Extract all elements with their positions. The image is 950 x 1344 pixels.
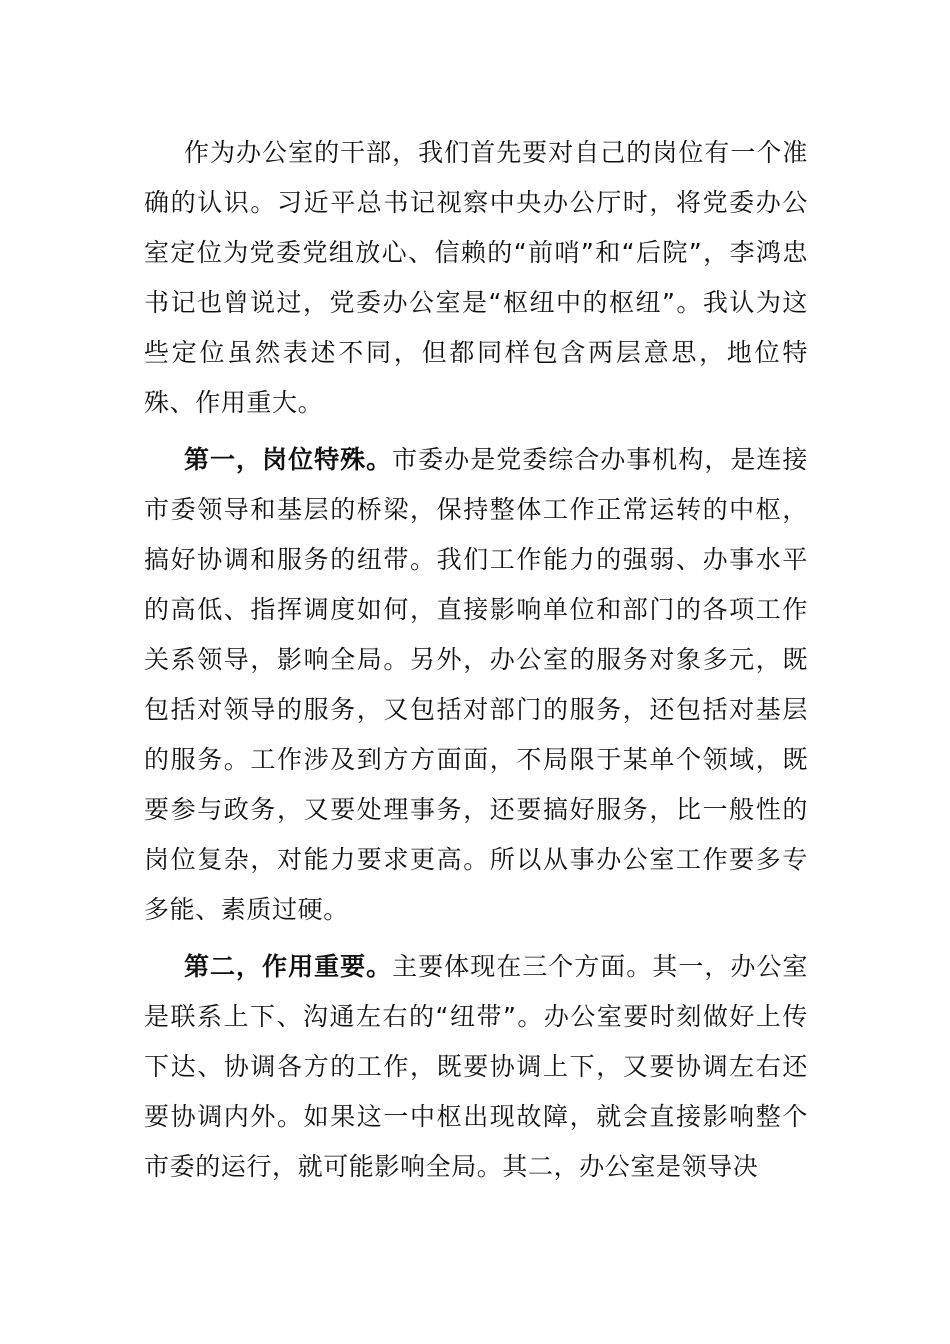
paragraph-second-point-text: 主要体现在三个方面。其一，办公室是联系上下、沟通左右的“纽带”。办公室要时刻做好上传下达、协调各方的工作，既要协调上下，又要协调左右还要协调内外。如果这一中枢出现故障，就会直接影响整个市委的运行，就可能影响全局。其二，办公室是领导决 [144,952,808,1181]
paragraph-first-point-heading: 第一，岗位特殊。 [184,445,393,474]
paragraph-first-point [144,435,808,935]
paragraph-second-point-heading: 第二，作用重要。 [184,952,393,981]
paragraph-intro [144,128,808,428]
paragraph-intro-text: 作为办公室的干部，我们首先要对自己的岗位有一个准确的认识。习近平总书记视察中央办公厅时，将党委办公室定位为党委党组放心、信赖的“前哨”和“后院”，李鸿忠书记也曾说过，党委办公室是“枢纽中的枢纽”。我认为这些定位虽然表述不同，但都同样包含两层意思，地位特殊、作用重大。 [144,138,808,417]
paragraph-second-point [144,942,808,1192]
paragraph-first-point-text: 市委办是党委综合办事机构，是连接市委领导和基层的桥梁，保持整体工作正常运转的中枢，搞好协调和服务的纽带。我们工作能力的强弱、办事水平的高低、指挥调度如何，直接影响单位和部门的各项工作关系领导，影响全局。另外，办公室的服务对象多元，既包括对领导的服务，又包括对部门的服务，还包括对基层的服务。工作涉及到方方面面，不局限于某单个领域，既要参与政务，又要处理事务，还要搞好服务，比一般性的岗位复杂，对能力要求更高。所以从事办公室工作要多专多能、素质过硬。 [144,445,808,924]
document-body [144,128,808,1199]
